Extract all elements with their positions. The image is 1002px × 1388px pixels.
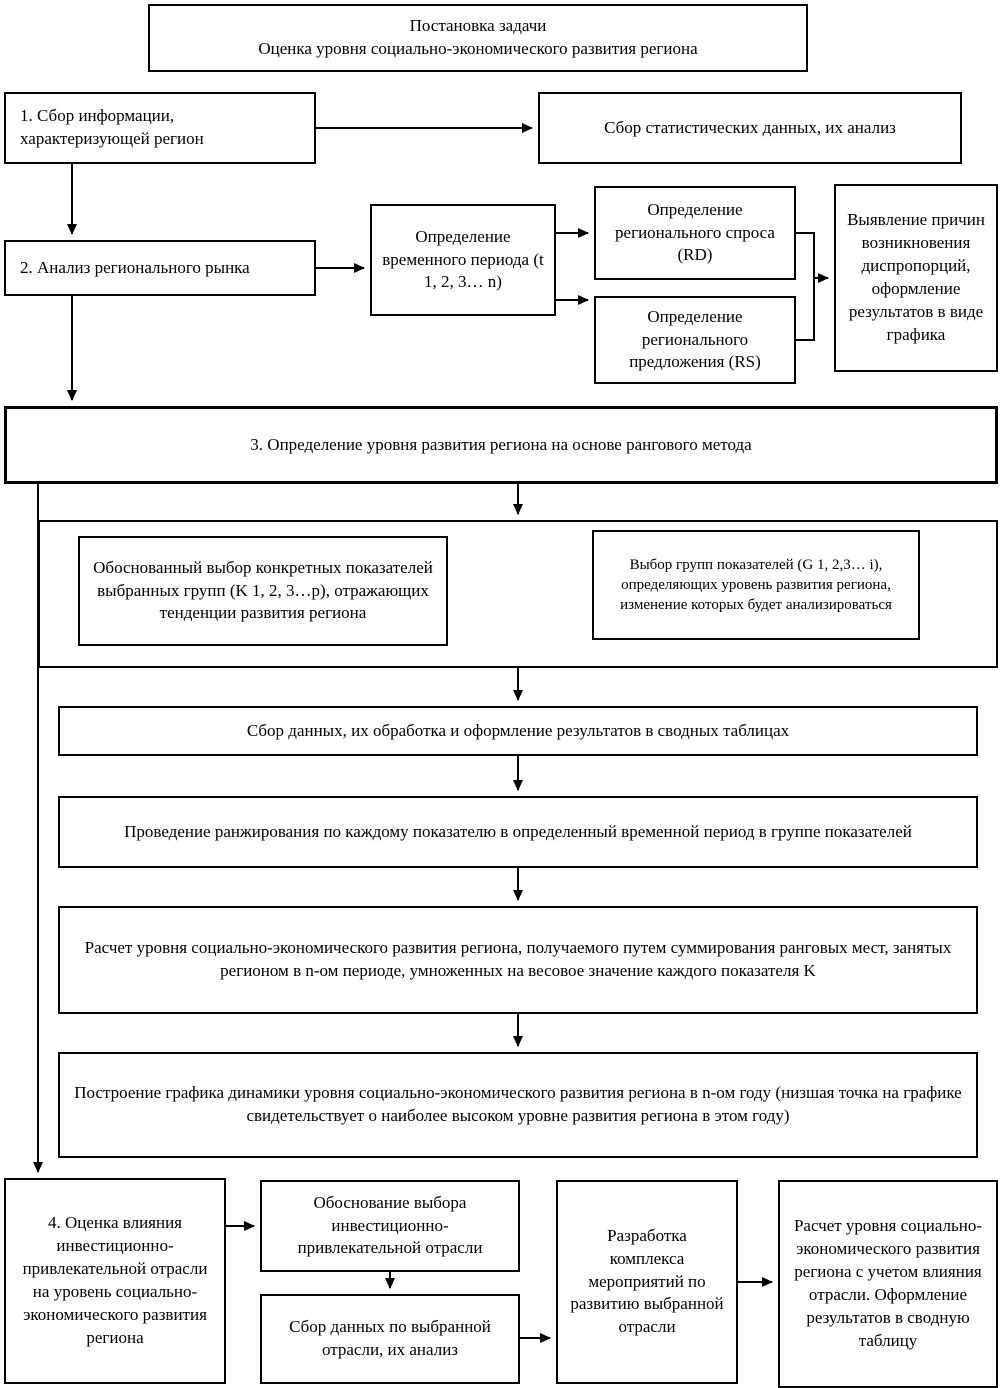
node-industry-data: Сбор данных по выбранной отрасли, их анализ [260, 1294, 520, 1384]
node-step3-rank-method: 3. Определение уровня развития региона на основе рангового метода [4, 406, 998, 484]
node-disproportions: Выявление причин возникновения диспропорций, оформление результатов в виде графика [834, 184, 998, 372]
node-level-calculation: Расчет уровня социально-экономического развития региона, получаемого путем суммирования ранговых мест, занятых регионом в n-ом периоде, умноженных на весовое значение каждого показателя K [58, 906, 978, 1014]
task-statement-line2: Оценка уровня социально-экономического развития региона [258, 39, 698, 58]
node-final-calculation: Расчет уровня социально-экономического развития региона с учетом влияния отрасли. Оформление результатов в сводную таблицу [778, 1180, 998, 1388]
node-task-statement [148, 4, 808, 72]
node-graph-plotting: Построение графика динамики уровня социально-экономического развития региона в n-ом году (низшая точка на графике свидетельствует о наиболее высоком уровне развития региона в этом году) [58, 1052, 978, 1158]
node-ranking: Проведение ранжирования по каждому показателю в определенный временной период в группе показателей [58, 796, 978, 868]
node-step1-collect-info: 1. Сбор информации, характеризующей регион [4, 92, 316, 164]
node-indicator-groups: Выбор групп показателей (G 1, 2,3… i), определяющих уровень развития региона, изменение которых будет анализироваться [592, 530, 920, 640]
task-statement-line1: Постановка задачи [409, 16, 547, 36]
node-regional-demand: Определение регионального спроса (RD) [594, 186, 796, 280]
node-step4-industry-impact: 4. Оценка влияния инвестиционно-привлекательной отрасли на уровень социально-экономического развития региона [4, 1178, 226, 1384]
node-specific-indicators: Обоснованный выбор конкретных показателей выбранных групп (K 1, 2, 3…p), отражающих тенденции развития региона [78, 536, 448, 646]
node-step2-market-analysis: 2. Анализ регионального рынка [4, 240, 316, 296]
node-time-period: Определение временного периода (t 1, 2, 3… n) [370, 204, 556, 316]
node-regional-supply: Определение регионального предложения (RS) [594, 296, 796, 384]
node-industry-choice: Обоснование выбора инвестиционно-привлекательной отрасли [260, 1180, 520, 1272]
node-measures: Разработка комплекса мероприятий по развитию выбранной отрасли [556, 1180, 738, 1384]
node-data-processing: Сбор данных, их обработка и оформление результатов в сводных таблицах [58, 706, 978, 756]
node-statistical-data: Сбор статистических данных, их анализ [538, 92, 962, 164]
